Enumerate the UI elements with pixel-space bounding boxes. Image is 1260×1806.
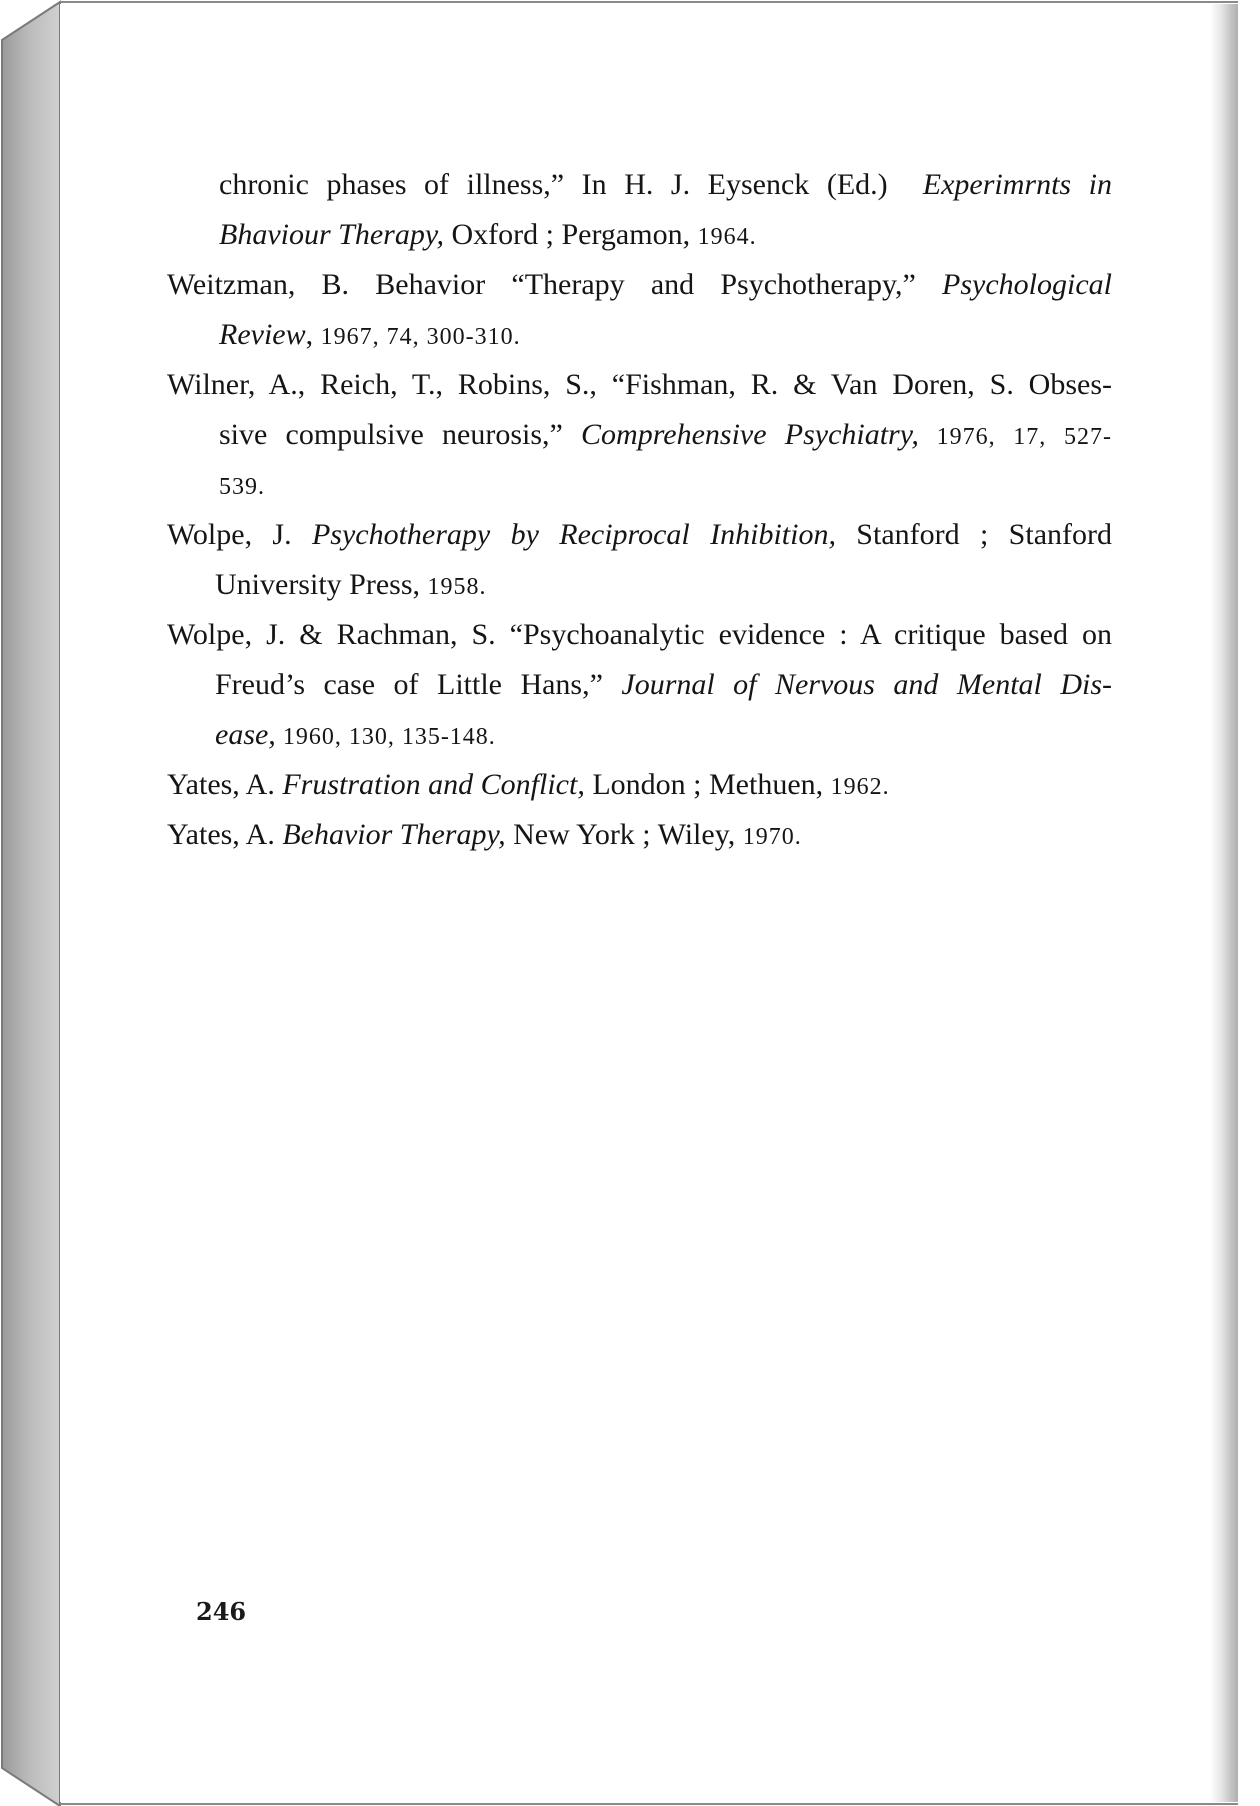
reference-line: [167, 310, 1112, 360]
reference-text: Oxford ; Pergamon,: [444, 218, 698, 251]
reference-line: [167, 710, 1112, 760]
reference-line: [167, 510, 1112, 560]
journal-title: Psychological: [942, 268, 1112, 301]
reference-line: [167, 760, 1112, 810]
journal-title: Experimrnts in: [922, 168, 1112, 201]
reference-text: Stanford ; Stanford: [835, 518, 1112, 551]
reference-line: [167, 460, 1112, 510]
book-title: Frustration and Conflict,: [282, 768, 585, 801]
journal-title: Review: [219, 318, 306, 351]
reference-line: [167, 560, 1112, 610]
reference-text: London ; Methuen,: [584, 768, 831, 801]
reference-text: Freud’s case of Little Hans,”: [215, 668, 622, 701]
journal-title: Journal of Nervous and Mental Dis-: [621, 668, 1113, 701]
reference-line: [167, 210, 1112, 260]
reference-text: sive compulsive neurosis,”: [219, 418, 582, 451]
book-title: Psychotherapy by Reciprocal Inhibition,: [311, 518, 836, 551]
reference-line: [167, 160, 1112, 210]
reference-text: Weitzman, B. Behavior “Therapy and Psychotherapy,”: [167, 268, 943, 301]
reference-citation: 539.: [219, 474, 265, 500]
reference-text: Yates, A.: [167, 818, 283, 851]
reference-line: [167, 810, 1112, 860]
reference-text: University Press,: [215, 568, 428, 601]
book-title: Bhaviour Therapy,: [219, 218, 444, 251]
reference-year: 1962.: [830, 774, 890, 800]
reference-citation: 1976, 17, 527-: [918, 424, 1112, 450]
reference-citation: 1967, 74, 300-310.: [320, 324, 521, 350]
page-number: 246: [196, 1597, 247, 1626]
reference-text: Wolpe, J. & Rachman, S. “Psychoanalytic evidence : A critique based on: [167, 618, 1112, 651]
reference-line: [167, 660, 1112, 710]
reference-text: Yates, A.: [167, 768, 283, 801]
reference-list: [167, 160, 1112, 860]
reference-text: chronic phases of illness,” In H. J. Eysenck (Ed.): [219, 168, 888, 201]
reference-line: [167, 610, 1112, 660]
reference-citation: 1960, 130, 135-148.: [275, 724, 496, 750]
page-edge-shadow: [1210, 4, 1238, 1802]
reference-text: Wolpe, J.: [167, 518, 312, 551]
reference-year: 1964.: [697, 224, 757, 250]
book-title: Behavior Therapy,: [282, 818, 506, 851]
journal-title: Comprehensive Psychiatry,: [581, 418, 919, 451]
reference-year: 1958.: [427, 574, 487, 600]
reference-text: ,: [305, 318, 321, 351]
reference-year: 1970.: [742, 824, 802, 850]
reference-text: Wilner, A., Reich, T., Robins, S., “Fishman, R. & Van Doren, S. Obses-: [167, 368, 1112, 401]
reference-text: New York ; Wiley,: [505, 818, 743, 851]
reference-line: [167, 410, 1112, 460]
reference-line: [167, 260, 1112, 310]
reference-line: [167, 360, 1112, 410]
journal-title: ease,: [215, 718, 276, 751]
